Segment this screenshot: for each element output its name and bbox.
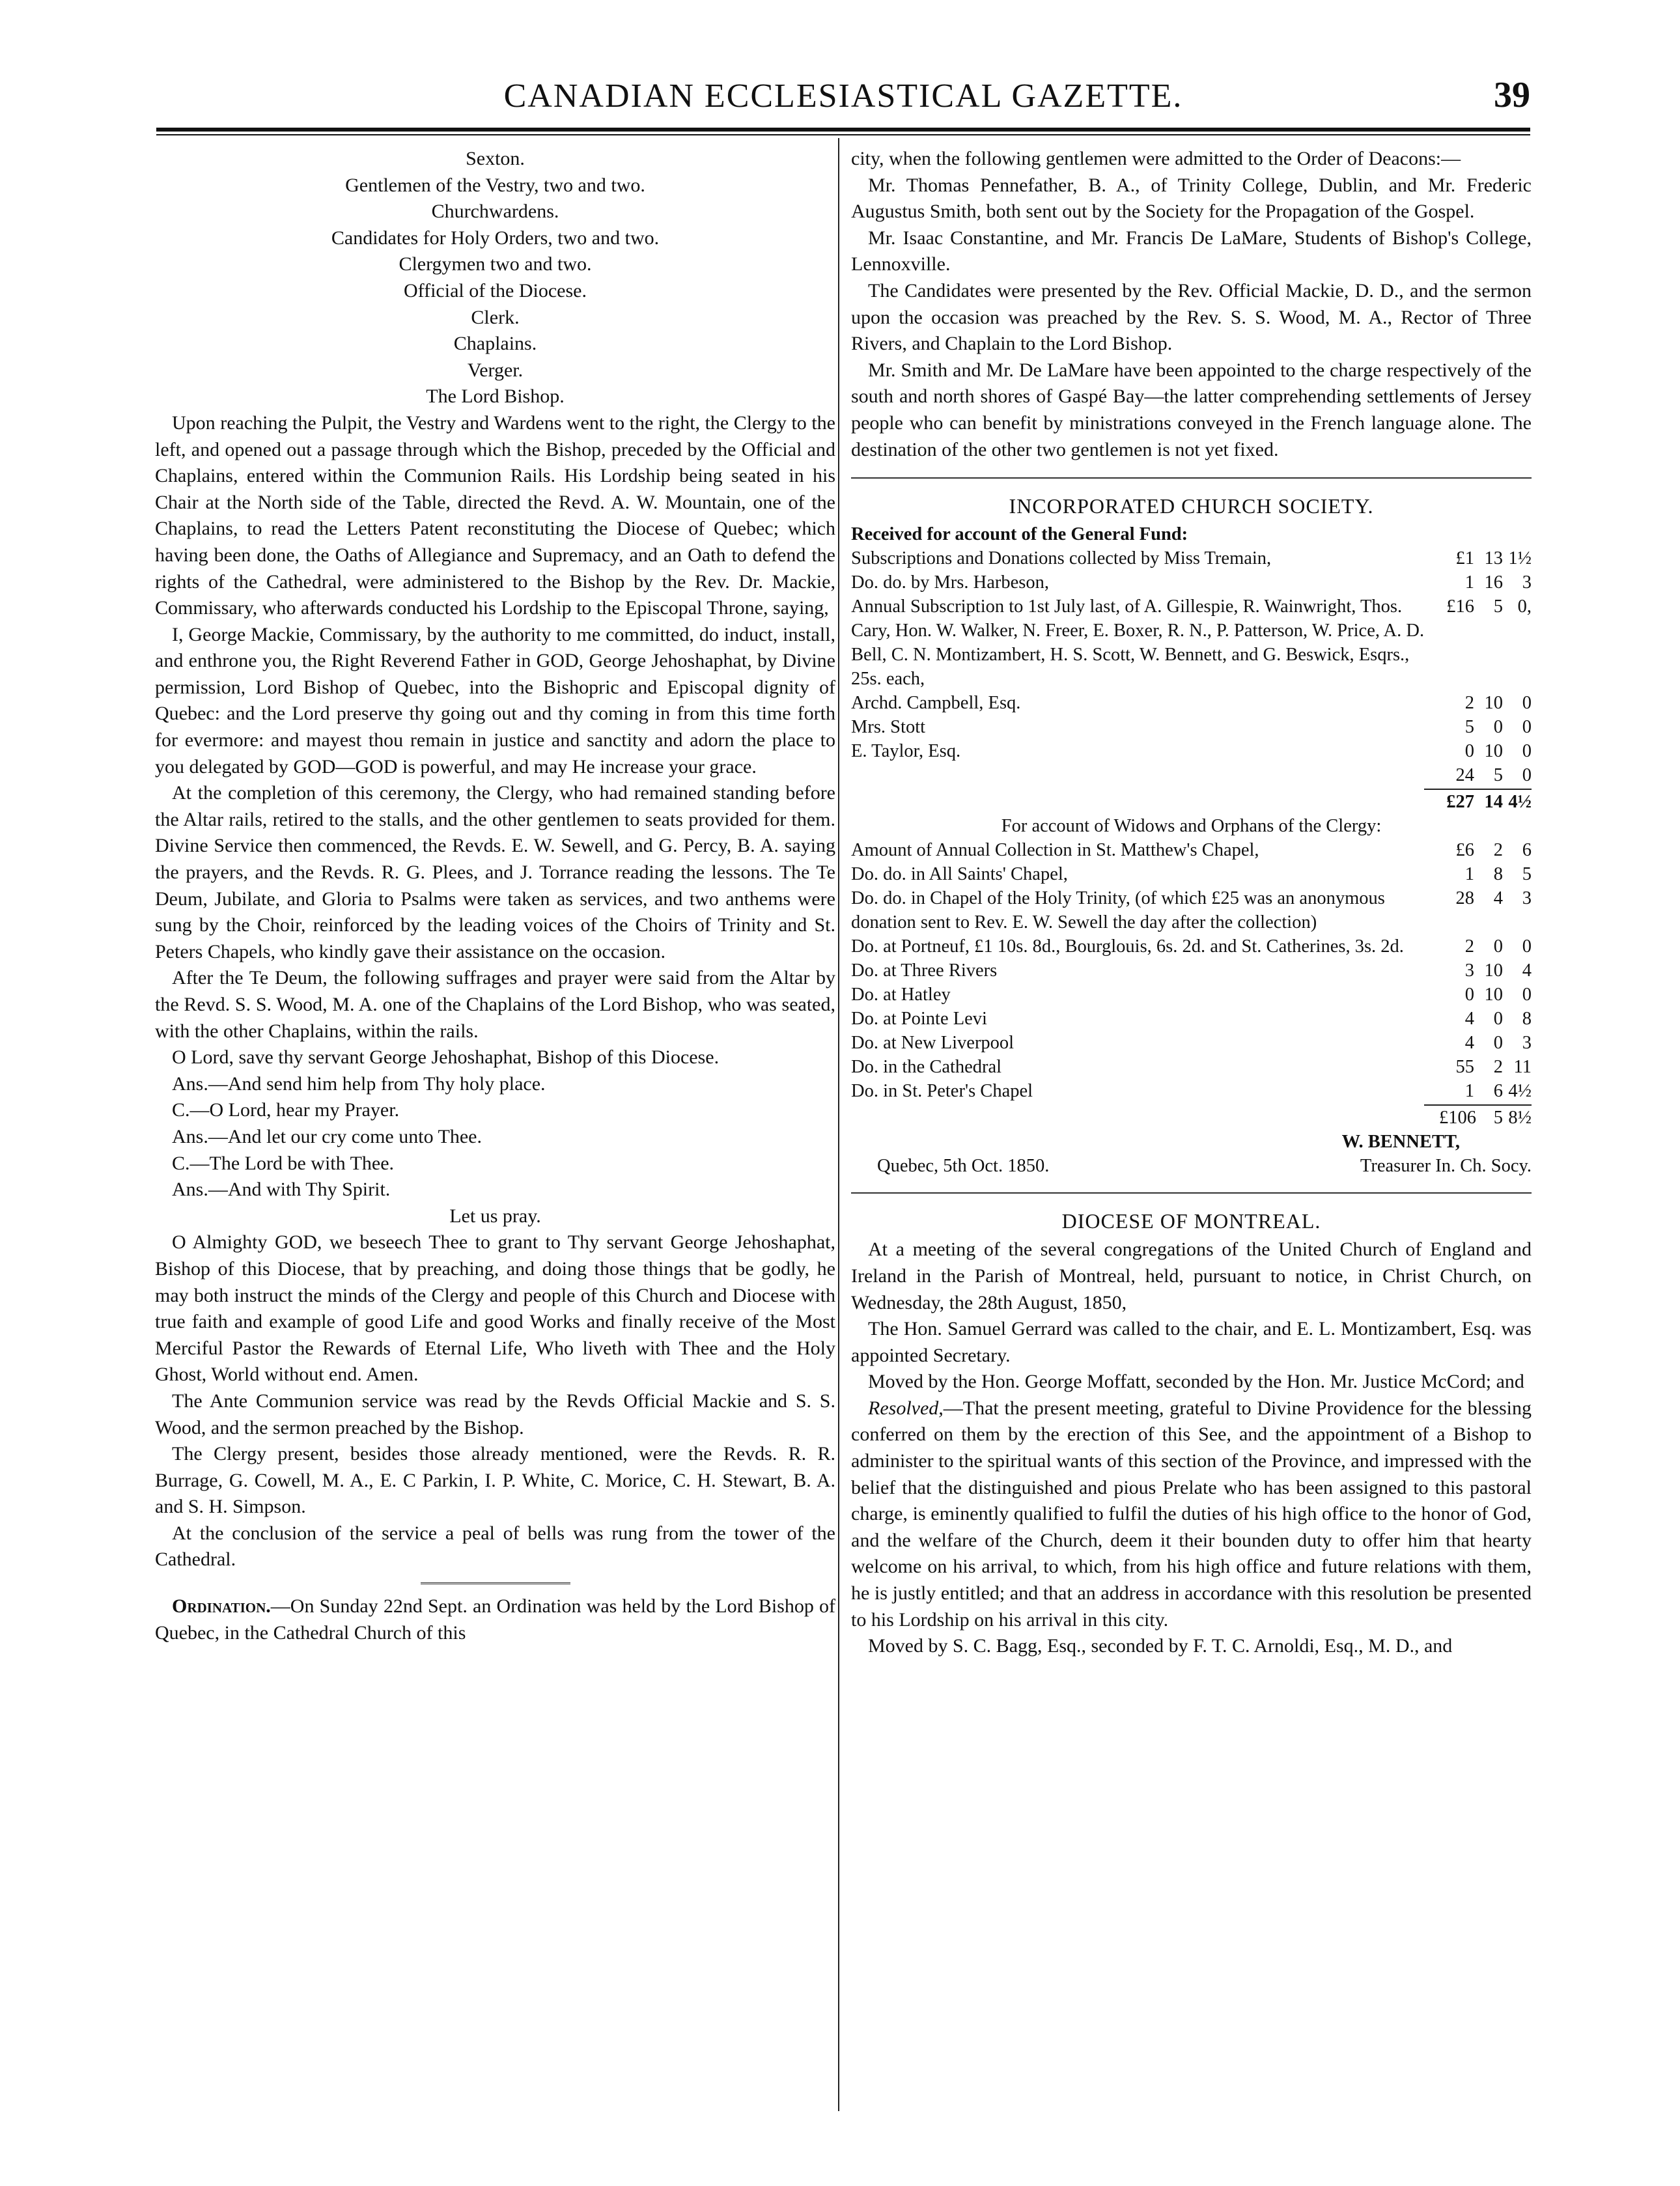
shillings: 10 bbox=[1484, 984, 1503, 1005]
account-desc: Do. do. in All Saints' Chapel, bbox=[851, 863, 1068, 884]
shillings: 10 bbox=[1484, 692, 1503, 713]
page-header bbox=[156, 73, 1530, 119]
widows-fund-heading: For account of Widows and Orphans of the Clergy: bbox=[1001, 815, 1382, 836]
shillings: 5 bbox=[1493, 1107, 1503, 1128]
shillings: 2 bbox=[1493, 839, 1503, 860]
general-fund-rows bbox=[851, 546, 1532, 595]
account-desc: Subscriptions and Donations collected by Miss Tremain, bbox=[851, 548, 1272, 568]
account-row bbox=[851, 691, 1532, 715]
subtotal-amount bbox=[1434, 763, 1532, 787]
account-desc: Do. do. by Mrs. Harbeson, bbox=[851, 572, 1049, 593]
section-rule bbox=[851, 477, 1532, 479]
paragraph: I, George Mackie, Commissary, by the authority to me committed, do induct, install, and enthrone you, the Right Reverend Father in GOD, George Jehoshaphat, by Divine permission, Lord Bishop of Quebec, into the Bishopric and Episcopal dignity of Quebec: and the Lord preserve thy going out and thy coming in from this time forth for evermore: and mayest thou remain in justice and sanctity and adorn the place to you delegated by GOD—GOD is powerful, and may He increase your grace. bbox=[155, 623, 835, 778]
pounds: 28 bbox=[1455, 888, 1474, 908]
paragraph: After the Te Deum, the following suffrages and prayer were said from the Altar by the Revd. S. S. Wood, M. A. one of the Chaplains of the Lord Bishop, who was seated, with the other Chaplains, within the rails. bbox=[155, 967, 835, 1042]
shillings: 8 bbox=[1493, 863, 1503, 884]
paragraph: At the completion of this ceremony, the Clergy, who had remained standing before the Altar rails, retired to the stalls, and the other gentlemen to seats provided for them. Divine Service then commenced, the Revds. E. W. Sewell, and G. Percy, B. A. saying the prayers, and the Revds. R. G. Plees, and J. Torrance reading the lessons. The Te Deum, Jubilate, and Gloria to Psalms were taken as services, and two anthems were sung by the Choir, reinforced by the leading voices of the Choirs of Trinity and St. Peters Chapels, who kindly gave their assistance on the occasion. bbox=[155, 782, 835, 962]
account-desc: Do. do. in Chapel of the Holy Trinity, (of which £25 was an anonymous donation sent to Rev. E. W. Sewell the day after the collection) bbox=[851, 888, 1385, 932]
account-desc: Annual Subscription to 1st July last, of A. Gillespie, R. Wainwright, Thos. Cary, Hon. W. Walker, N. Freer, E. Boxer, R. N., P. Patterson, W. Price, A. D. Bell, C. N. Montizambert, H. S. Scott, W. Bennett, and G. Beswick, Esqrs., 25s. each, bbox=[851, 596, 1425, 689]
column-divider bbox=[838, 138, 839, 2111]
account-amount bbox=[1434, 1031, 1532, 1055]
total-amount bbox=[1434, 790, 1532, 814]
paragraph: Mr. Thomas Pennefather, B. A., of Trinity College, Dublin, and Mr. Frederic Augustus Smith, both sent out by the Society for the Propagation of the Gospel. bbox=[851, 174, 1532, 223]
pence: 11 bbox=[1513, 1056, 1532, 1077]
resolution-text: —That the present meeting, grateful to Divine Providence for the blessing conferred on them by the erection of this See, and the appointment of a Bishop to administer to the spiritual wants of this section of the Province, and impressed with the belief that the distinguished and pious Prelate who has been assigned to this pastoral charge, is eminently qualified to fulfil the duties of his high office to the honor of God, and the welfare of the Church, deem it their bounden duty to offer him that hearty welcome on his arrival, to which, from his high office and future relations with them, he is justly entitled; and that an address in accordance with this resolution be presented to his Lordship on his arrival in this city. bbox=[851, 1397, 1532, 1631]
account-row bbox=[851, 959, 1532, 983]
account-row bbox=[851, 739, 1532, 763]
pounds: 55 bbox=[1455, 1056, 1474, 1077]
right-column bbox=[851, 146, 1532, 1660]
paragraph: Mr. Isaac Constantine, and Mr. Francis De LaMare, Students of Bishop's College, Lennoxville. bbox=[851, 227, 1532, 275]
shillings: 4 bbox=[1493, 888, 1503, 908]
pounds: 1 bbox=[1464, 572, 1474, 593]
shillings: 0 bbox=[1493, 936, 1503, 957]
account-desc: Do. at Hatley bbox=[851, 984, 951, 1005]
account-amount bbox=[1434, 983, 1532, 1007]
page-title: CANADIAN ECCLESIASTICAL GAZETTE. bbox=[503, 77, 1183, 115]
procession-line: Clerk. bbox=[471, 306, 520, 328]
account-row bbox=[851, 886, 1532, 934]
account-desc: Archd. Campbell, Esq. bbox=[851, 692, 1021, 713]
paragraph: At the conclusion of the service a peal of bells was rung from the tower of the Cathedral. bbox=[155, 1522, 835, 1571]
paragraph: Moved by S. C. Bagg, Esq., seconded by F. T. C. Arnoldi, Esq., M. D., and bbox=[868, 1635, 1453, 1657]
paragraph: The Clergy present, besides those already mentioned, were the Revds. R. R. Burrage, G. Cowell, M. A., E. C Parkin, I. P. White, C. Morice, C. H. Stewart, B. A. and S. H. Simpson. bbox=[155, 1443, 835, 1518]
procession-line: Sexton. bbox=[466, 148, 525, 169]
signer-name: W. BENNETT, bbox=[1341, 1131, 1460, 1152]
paragraph: Moved by the Hon. George Moffatt, seconded by the Hon. Mr. Justice McCord; and bbox=[868, 1371, 1524, 1393]
procession-line: Gentlemen of the Vestry, two and two. bbox=[345, 174, 645, 196]
suffrage: C.—The Lord be with Thee. bbox=[172, 1152, 395, 1174]
account-row bbox=[851, 1031, 1532, 1055]
account-row bbox=[851, 1079, 1532, 1103]
account-row bbox=[851, 862, 1532, 886]
resolution-paragraph bbox=[851, 1395, 1532, 1633]
pence: 4½ bbox=[1508, 791, 1532, 812]
account-row bbox=[851, 983, 1532, 1007]
account-amount bbox=[1434, 1055, 1532, 1079]
account-amount bbox=[1434, 691, 1532, 715]
account-amount bbox=[1434, 886, 1532, 910]
account-desc: Do. at New Liverpool bbox=[851, 1032, 1015, 1053]
paragraph: Mr. Smith and Mr. De LaMare have been appointed to the charge respectively of the south and north shores of Gaspé Bay—the latter comprehending settlements of Jersey people who can benefit by ministrations conveyed in the French language alone. The destination of the other two gentlemen is not yet fixed. bbox=[851, 359, 1532, 460]
pence: 6 bbox=[1522, 839, 1532, 860]
suffrage: Ans.—And with Thy Spirit. bbox=[172, 1179, 391, 1201]
shillings: 14 bbox=[1484, 791, 1503, 812]
pounds: 2 bbox=[1464, 936, 1474, 957]
procession-line: Candidates for Holy Orders, two and two. bbox=[331, 227, 660, 249]
prayer: O Almighty GOD, we beseech Thee to grant to Thy servant George Jehoshaphat, Bishop of this Diocese, that by preaching, and doing those things that be godly, he may both instruct the minds of the Clergy and people of this Church and Diocese with true faith and example of good Life and good Works and finally receive of the Most Merciful Pastor the Rewards of Eternal Life, Who liveth with Thee and the Holy Ghost, World without end. Amen. bbox=[155, 1231, 835, 1386]
pence: 8½ bbox=[1508, 1107, 1532, 1128]
pence: 1½ bbox=[1508, 548, 1532, 568]
page-number: 39 bbox=[1494, 75, 1530, 115]
account-desc: Do. at Three Rivers bbox=[851, 960, 998, 981]
pounds: 24 bbox=[1455, 764, 1474, 785]
pence: 3 bbox=[1522, 888, 1532, 908]
pounds: 4 bbox=[1464, 1032, 1474, 1053]
let-us-pray: Let us pray. bbox=[449, 1205, 541, 1227]
procession-line: Chaplains. bbox=[453, 333, 537, 355]
account-amount bbox=[1434, 934, 1532, 959]
signature-date: Quebec, 5th Oct. 1850. bbox=[877, 1155, 1050, 1176]
procession-line: Official of the Diocese. bbox=[403, 279, 587, 301]
account-amount bbox=[1434, 595, 1532, 619]
account-amount bbox=[1434, 838, 1532, 862]
pounds: £106 bbox=[1439, 1107, 1476, 1128]
total-row bbox=[851, 790, 1532, 814]
pence: 5 bbox=[1522, 863, 1532, 884]
paragraph: city, when the following gentlemen were admitted to the Order of Deacons:— bbox=[851, 148, 1461, 169]
header-rule bbox=[156, 128, 1530, 132]
left-column bbox=[155, 146, 835, 1646]
shillings: 5 bbox=[1493, 596, 1503, 617]
shillings: 13 bbox=[1484, 548, 1503, 568]
pounds: 5 bbox=[1464, 716, 1474, 737]
account-desc: Mrs. Stott bbox=[851, 716, 926, 737]
account-amount bbox=[1434, 570, 1532, 595]
account-row bbox=[851, 1055, 1532, 1079]
montreal-title: DIOCESE OF MONTREAL. bbox=[1061, 1209, 1321, 1233]
account-amount bbox=[1434, 959, 1532, 983]
pounds: £27 bbox=[1446, 791, 1474, 812]
account-row bbox=[851, 546, 1532, 570]
pounds: 0 bbox=[1464, 740, 1474, 761]
account-desc: Amount of Annual Collection in St. Matthew's Chapel, bbox=[851, 839, 1259, 860]
signer-role: Treasurer In. Ch. Socy. bbox=[1360, 1155, 1532, 1176]
pence: 0 bbox=[1522, 692, 1532, 713]
account-row bbox=[851, 1007, 1532, 1031]
account-amount bbox=[1434, 1007, 1532, 1031]
account-desc: E. Taylor, Esq. bbox=[851, 740, 961, 761]
subtotal-row bbox=[851, 763, 1532, 787]
account-row bbox=[851, 934, 1532, 959]
suffrage: Ans.—And let our cry come unto Thee. bbox=[172, 1125, 483, 1147]
procession-line: The Lord Bishop. bbox=[426, 385, 565, 408]
pence: 0 bbox=[1522, 936, 1532, 957]
header-rule-thin bbox=[156, 134, 1530, 135]
pence: 0 bbox=[1522, 984, 1532, 1005]
pence: 4 bbox=[1522, 960, 1532, 981]
general-fund-heading: Received for account of the General Fund: bbox=[851, 524, 1188, 544]
account-amount bbox=[1434, 715, 1532, 739]
shillings: 0 bbox=[1493, 716, 1503, 737]
shillings: 2 bbox=[1493, 1056, 1503, 1077]
paragraph: The Ante Communion service was read by the Revds Official Mackie and S. S. Wood, and the sermon preached by the Bishop. bbox=[155, 1390, 835, 1438]
total-amount bbox=[1434, 1106, 1532, 1130]
account-desc: Do. at Pointe Levi bbox=[851, 1008, 987, 1029]
paragraph: O Lord, save thy servant George Jehoshaphat, Bishop of this Diocese. bbox=[172, 1046, 720, 1069]
ordination-heading: Ordination. bbox=[172, 1595, 271, 1618]
pence: 0, bbox=[1517, 596, 1532, 617]
signature-line bbox=[851, 1154, 1532, 1178]
pounds: 1 bbox=[1464, 863, 1474, 884]
pence: 0 bbox=[1522, 716, 1532, 737]
account-row bbox=[851, 595, 1532, 691]
pence: 3 bbox=[1522, 572, 1532, 593]
account-row bbox=[851, 570, 1532, 595]
section-rule bbox=[851, 1192, 1532, 1194]
account-row bbox=[851, 715, 1532, 739]
shillings: 16 bbox=[1484, 572, 1503, 593]
paragraph: At a meeting of the several congregations of the United Church of England and Ireland in the Parish of Montreal, held, pursuant to notice, in Christ Church, on Wednesday, the 28th August, 1850, bbox=[851, 1239, 1532, 1313]
section-separator bbox=[421, 1582, 570, 1584]
account-amount bbox=[1434, 739, 1532, 763]
pounds: 1 bbox=[1464, 1080, 1474, 1101]
shillings: 5 bbox=[1493, 764, 1503, 785]
account-desc: Do. at Portneuf, £1 10s. 8d., Bourglouis, 6s. 2d. and St. Catherines, 3s. 2d. bbox=[851, 936, 1404, 957]
pounds: 2 bbox=[1464, 692, 1474, 713]
account-amount bbox=[1434, 862, 1532, 886]
pence: 0 bbox=[1522, 740, 1532, 761]
ordination-paragraph bbox=[155, 1593, 835, 1646]
pounds: 3 bbox=[1464, 960, 1474, 981]
paragraph: Upon reaching the Pulpit, the Vestry and Wardens went to the right, the Clergy to the left, and opened out a passage through which the Bishop, preceded by the Official and Chaplains, entered within the Communion Rails. His Lordship being seated in his Chair at the North side of the Table, directed the Revd. A. W. Mountain, one of the Chaplains, to read the Letters Patent reconstituting the Diocese of Quebec; which having been done, the Oaths of Allegiance and Supremacy, and an Oath to defend the rights of the Cathedral, were administered to the Bishop by the Rev. Dr. Mackie, Commissary, who afterwards conducted his Lordship to the Episcopal Throne, saying, bbox=[155, 412, 835, 619]
suffrage: C.—O Lord, hear my Prayer. bbox=[172, 1099, 400, 1121]
society-accounts bbox=[851, 522, 1532, 1178]
ordination-text: —On Sunday 22nd Sept. an Ordination was held by the Lord Bishop of Quebec, in the Cathedral Church of this bbox=[155, 1595, 835, 1644]
pence: 3 bbox=[1522, 1032, 1532, 1053]
procession-line: Verger. bbox=[467, 359, 524, 381]
paragraph: The Hon. Samuel Gerrard was called to the chair, and E. L. Montizambert, Esq. was appointed Secretary. bbox=[851, 1318, 1532, 1366]
shillings: 10 bbox=[1484, 960, 1503, 981]
total-row bbox=[851, 1106, 1532, 1130]
pounds: 0 bbox=[1464, 984, 1474, 1005]
pence: 8 bbox=[1522, 1008, 1532, 1029]
shillings: 10 bbox=[1484, 740, 1503, 761]
pence: 4½ bbox=[1508, 1080, 1532, 1101]
donation-rows bbox=[851, 691, 1532, 763]
pounds: 4 bbox=[1464, 1008, 1474, 1029]
shillings: 0 bbox=[1493, 1008, 1503, 1029]
pounds: £16 bbox=[1446, 596, 1474, 617]
account-row bbox=[851, 838, 1532, 862]
pence: 0 bbox=[1522, 764, 1532, 785]
procession-line: Churchwardens. bbox=[431, 201, 559, 223]
shillings: 6 bbox=[1493, 1080, 1503, 1101]
widows-fund-rows bbox=[851, 838, 1532, 1103]
account-desc: Do. in St. Peter's Chapel bbox=[851, 1080, 1033, 1101]
account-amount bbox=[1434, 546, 1532, 570]
resolved-heading: Resolved, bbox=[868, 1397, 944, 1419]
account-amount bbox=[1434, 1079, 1532, 1103]
paragraph: The Candidates were presented by the Rev. Official Mackie, D. D., and the sermon upon the occasion was preached by the Rev. S. S. Wood, M. A., Rector of Three Rivers, and Chaplain to the Lord Bishop. bbox=[851, 279, 1532, 355]
pounds: £6 bbox=[1455, 839, 1474, 860]
procession-line: Clergymen two and two. bbox=[399, 253, 592, 275]
suffrage: Ans.—And send him help from Thy holy place. bbox=[172, 1072, 546, 1095]
account-desc: Do. in the Cathedral bbox=[851, 1056, 1002, 1077]
pounds: £1 bbox=[1455, 548, 1474, 568]
society-title: INCORPORATED CHURCH SOCIETY. bbox=[1009, 494, 1374, 518]
shillings: 0 bbox=[1493, 1032, 1503, 1053]
